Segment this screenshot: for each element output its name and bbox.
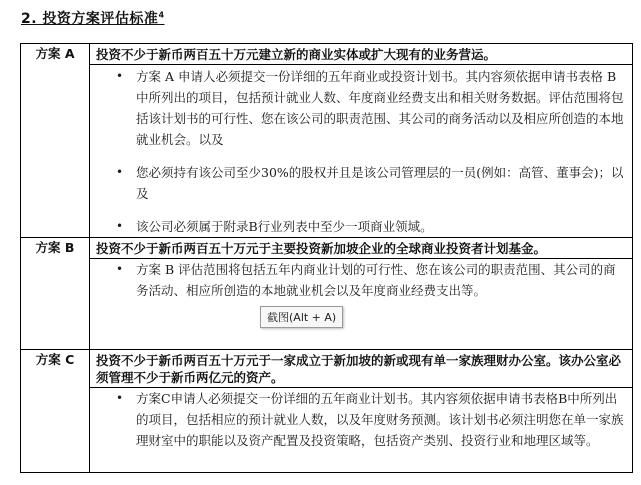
scheme-b-content [90, 238, 633, 350]
scheme-table [20, 43, 633, 473]
bullet-icon: • [116, 69, 124, 83]
scheme-row-c [21, 350, 633, 473]
list-item: • 您必须持有该公司至少30%的股权并且是该公司管理层的一员(例如：高管、董事会)；以及 [90, 162, 624, 204]
bullet-icon: • [116, 391, 124, 405]
scheme-b-requirement: 投资不少于新币两百五十万元于主要投资新加坡企业的全球商业投资者计划基金。 [90, 238, 632, 259]
scheme-a-bullets [90, 66, 632, 237]
scheme-c-label: 方案 C [21, 350, 90, 473]
bullet-icon: • [116, 219, 124, 233]
scheme-a-content [90, 44, 633, 238]
section-heading [21, 8, 165, 28]
bullet-icon: • [116, 165, 124, 179]
section-number: 2. [21, 11, 38, 27]
scheme-row-b [21, 238, 633, 350]
scheme-a-requirement: 投资不少于新币两百五十万元建立新的商业实体或扩大现有的业务营运。 [90, 44, 632, 65]
bullet-icon: • [116, 262, 124, 276]
scheme-c-content [90, 350, 633, 473]
section-title: 投资方案评估标准 [42, 11, 159, 27]
scheme-a-label: 方案 A [21, 44, 90, 238]
screenshot-tooltip: 截图(Alt + A) [260, 306, 343, 328]
list-item: • 该公司必须属于附录B行业列表中至少一项商业领域。 [90, 216, 624, 237]
scheme-b-bullets [90, 259, 632, 301]
scheme-c-bullets [90, 388, 632, 451]
list-item: • 方案C申请人必须提交一份详细的五年商业计划书。其内容须依据申请书表格B中所列出的项目，包括相应的预计就业人数，以及年度财务预测。该计划书必须注明您在单一家族理财室中的职能以及资产配置及投资策略，包括资产类别、投资行业和地理区域等。 [90, 388, 624, 451]
scheme-row-a [21, 44, 633, 238]
list-item: • 方案 A 申请人必须提交一份详细的五年商业或投资计划书。其内容须依据申请书表格 B 中所列出的项目，包括预计就业人数、年度商业经费支出和相关财务数据。评估范围将包括该计划书的可行性、您在该公司的职责范围、其公司的商务活动以及相应所创造的本地就业机会。以及 [90, 66, 624, 150]
scheme-b-label: 方案 B [21, 238, 90, 350]
list-item: • 方案 B 评估范围将包括五年内商业计划的可行性、您在该公司的职责范围、其公司的商务活动、相应所创造的本地就业机会以及年度商业经费支出等。 [90, 259, 624, 301]
scheme-c-requirement: 投资不少于新币两百五十万元于一家成立于新加坡的新或现有单一家族理财办公室。该办公室必须管理不少于新币两亿元的资产。 [90, 350, 632, 388]
footnote-marker: 4 [158, 10, 165, 20]
